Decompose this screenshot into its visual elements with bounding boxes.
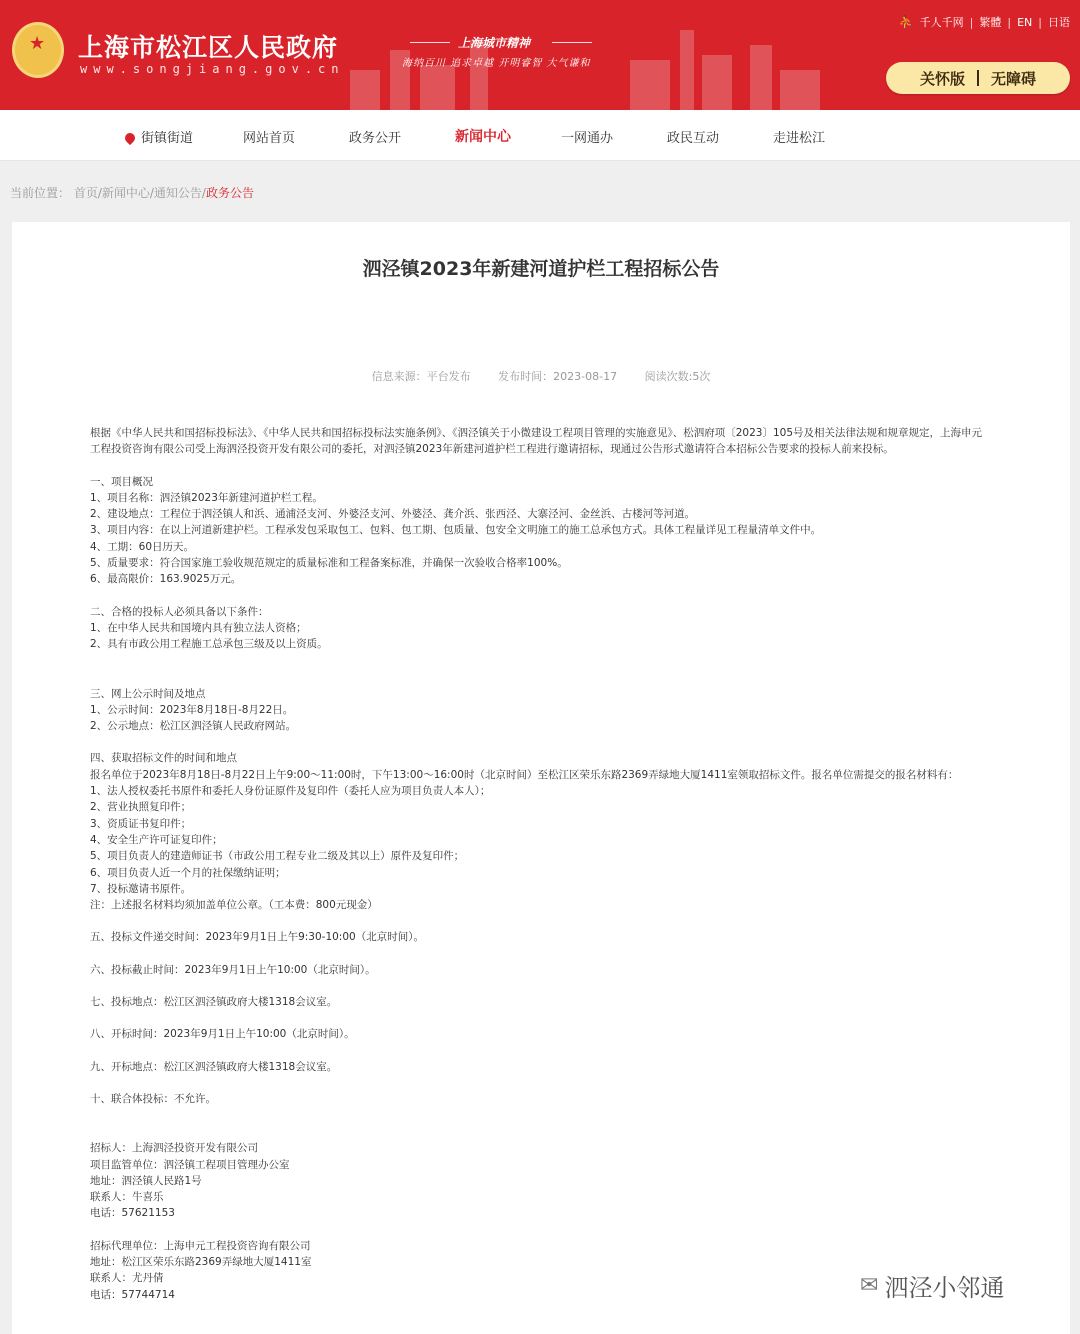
separator: | xyxy=(1007,15,1012,29)
breadcrumb xyxy=(10,184,254,201)
contact-line: 联系人：尤丹倩 xyxy=(90,1272,164,1285)
list-item: 5、质量要求：符合国家施工验收规范规定的质量标准和工程备案标准，并确保一次验收合格率100%。 xyxy=(90,557,568,570)
article-title: 泗泾镇2023年新建河道护栏工程招标公告 xyxy=(362,258,720,280)
contact-line: 电话：57744714 xyxy=(90,1288,175,1301)
link-japanese[interactable]: 日语 xyxy=(1048,16,1070,29)
section-heading: 六、投标截止时间：2023年9月1日上午10:00（北京时间）。 xyxy=(90,963,376,976)
list-item: 注：上述报名材料均须加盖单位公章。（工本费：800元现金） xyxy=(90,899,378,912)
separator xyxy=(977,70,979,86)
list-item: 3、项目内容：在以上河道新建护栏。工程承发包采取包工、包料、包工期、包质量、包安全文明施工的施工总承包方式。具体工程量详见工程量清单文件中。 xyxy=(90,524,822,537)
contact-line: 招标代理单位：上海申元工程投资咨询有限公司 xyxy=(90,1239,311,1252)
list-item: 1、在中华人民共和国境内具有独立法人资格； xyxy=(90,621,307,634)
list-item: 6、项目负责人近一个月的社保缴纳证明； xyxy=(90,866,286,879)
watermark-text: 泗泾小邻通 xyxy=(884,1274,1005,1302)
site-header xyxy=(0,0,1080,110)
list-item: 2、营业执照复印件； xyxy=(90,801,192,814)
section-heading: 五、投标文件递交时间：2023年9月1日上午9:30-10:00（北京时间）。 xyxy=(90,931,424,944)
link-english[interactable]: EN xyxy=(1017,15,1033,29)
contact-line: 项目监管单位：泗泾镇工程项目管理办公室 xyxy=(90,1158,290,1171)
section-paragraph: 报名单位于2023年8月18日-8月22日上午9:00～11:00时，下午13:00～16:00时（北京时间）至松江区荣乐东路2369弄绿地大厦1411室领取招标文件。报名单位需提交的报名材料有： xyxy=(90,768,959,781)
section-heading: 八、开标时间：2023年9月1日上午10:00（北京时间）。 xyxy=(90,1028,355,1041)
site-url: www.songjiang.gov.cn xyxy=(80,62,345,76)
list-item: 1、项目名称：泗泾镇2023年新建河道护栏工程。 xyxy=(90,491,323,504)
contact-line: 地址：松江区荣乐东路2369弄绿地大厦1411室 xyxy=(90,1255,312,1268)
list-item: 5、项目负责人的建造师证书（市政公用工程专业二级及其以上）原件及复印件； xyxy=(90,850,465,863)
nav-item-online-service[interactable]: 一网通办 xyxy=(561,131,614,146)
article-body xyxy=(90,425,990,1303)
wechat-watermark xyxy=(860,1268,1004,1303)
nav-item-streets[interactable]: 街镇街道 xyxy=(125,127,193,146)
intro-paragraph: 根据《中华人民共和国招标投标法》、《中华人民共和国招标投标法实施条例》、《泗泾镇关于小微建设工程项目管理的实施意见》、松泗府项〔2023〕105号及相关法律法规和规章规定，上海申元工程投资咨询有限公司受上海泗泾投资开发有限公司的委托，对泗泾镇2023年新建河道护栏工程进行邀请招标，现通过公告形式邀请符合本招标公告要求的投标人前来投标。 xyxy=(90,427,983,456)
article-card xyxy=(12,222,1070,1334)
separator: | xyxy=(969,15,974,29)
care-mode-button[interactable]: 关怀版 xyxy=(919,69,965,88)
list-item: 1、公示时间：2023年8月18日-8月22日。 xyxy=(90,703,294,716)
breadcrumb-current[interactable]: 政务公告 xyxy=(205,186,254,200)
link-qianrenqianwang[interactable]: 千人千网 xyxy=(919,16,964,29)
contact-line: 联系人：牛喜乐 xyxy=(90,1191,164,1204)
divider xyxy=(410,42,450,43)
nav-item-interaction[interactable]: 政民互动 xyxy=(667,131,720,146)
list-item: 2、具有市政公用工程施工总承包三级及以上资质。 xyxy=(90,638,328,651)
divider xyxy=(552,42,592,43)
list-item: 2、建设地点：工程位于泗泾镇人和浜、通浦泾支河、外婆泾支河、外婆泾、龚介浜、张西泾、大寨泾河、金丝浜、古楼河等河道。 xyxy=(90,508,696,521)
site-title[interactable]: 上海市松江区人民政府 xyxy=(78,33,339,62)
section-heading: 十、联合体投标：不允许。 xyxy=(90,1092,216,1105)
list-item: 4、工期：60日历天。 xyxy=(90,540,195,553)
nav-item-about[interactable]: 走进松江 xyxy=(773,131,826,146)
section-heading: 九、开标地点：松江区泗泾镇政府大楼1318会议室。 xyxy=(90,1060,338,1073)
section-heading: 一、项目概况 xyxy=(90,475,153,488)
location-pin-icon xyxy=(123,131,137,145)
contact-line: 电话：57621153 xyxy=(90,1207,175,1220)
meta-date: 发布时间：2023-08-17 xyxy=(498,370,618,383)
nav-item-news[interactable]: 新闻中心 xyxy=(455,129,511,145)
contact-line: 招标人：上海泗泾投资开发有限公司 xyxy=(90,1142,258,1155)
section-heading: 四、获取招标文件的时间和地点 xyxy=(90,752,237,765)
list-item: 3、资质证书复印件； xyxy=(90,817,192,830)
nav-item-home[interactable]: 网站首页 xyxy=(243,131,296,146)
article-meta xyxy=(12,368,1070,384)
section-heading: 七、投标地点：松江区泗泾镇政府大楼1318会议室。 xyxy=(90,996,338,1009)
top-links xyxy=(899,14,1070,30)
slogan-sub: 海纳百川 追求卓越 开明睿智 大气谦和 xyxy=(402,58,591,69)
list-item: 2、公示地点：松江区泗泾镇人民政府网站。 xyxy=(90,720,297,733)
list-item: 4、安全生产许可证复印件； xyxy=(90,833,223,846)
contact-line: 地址：泗泾镇人民路1号 xyxy=(90,1174,202,1187)
star-icon: ★ xyxy=(29,33,46,54)
meta-views: 阅读次数:5次 xyxy=(644,370,711,383)
slogan-main: 上海城市精神 xyxy=(458,36,531,50)
accessibility-pill xyxy=(886,62,1070,94)
section-heading: 二、合格的投标人必须具备以下条件： xyxy=(90,605,269,618)
section-heading: 三、网上公示时间及地点 xyxy=(90,687,206,700)
breadcrumb-path[interactable]: 首页/新闻中心/通知公告/ xyxy=(73,186,206,200)
link-traditional[interactable]: 繁體 xyxy=(979,16,1002,29)
people-icon: ⛹ xyxy=(898,15,914,29)
main-nav xyxy=(0,110,1080,161)
nav-item-gov-affairs[interactable]: 政务公开 xyxy=(349,131,402,146)
separator: | xyxy=(1038,15,1042,29)
meta-source: 信息来源：平台发布 xyxy=(371,370,471,383)
national-emblem-icon xyxy=(12,22,64,78)
accessible-button[interactable]: 无障碍 xyxy=(991,69,1037,88)
wechat-icon: ✉ xyxy=(860,1273,879,1298)
list-item: 7、投标邀请书原件。 xyxy=(90,882,192,895)
list-item: 1、法人授权委托书原件和委托人身份证原件及复印件（委托人应为项目负责人本人）； xyxy=(90,785,491,798)
breadcrumb-label: 当前位置： xyxy=(10,186,71,200)
list-item: 6、最高限价：163.9025万元。 xyxy=(90,573,242,586)
